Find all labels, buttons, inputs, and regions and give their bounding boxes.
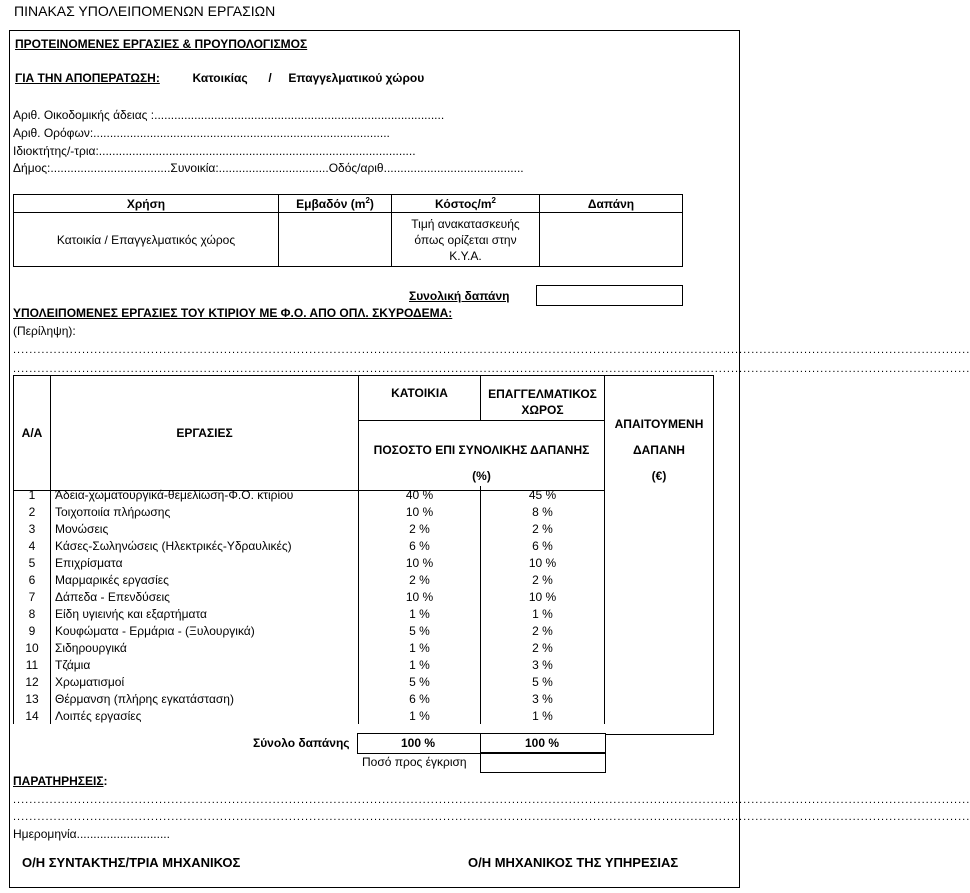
header-use: Χρήση xyxy=(14,195,279,213)
header-expense: Δαπάνη xyxy=(540,195,683,213)
percent-unit: (%) xyxy=(472,469,491,483)
task-name: Μονώσεις xyxy=(51,520,359,537)
task-professional-percent: 3 % xyxy=(481,690,605,707)
total-house: 100 % xyxy=(400,736,436,750)
tasks-header-row-1 xyxy=(14,376,605,421)
task-professional-percent: 1 % xyxy=(481,707,605,724)
remarks-label: ΠΑΡΑΤΗΡΗΣΕΙΣ xyxy=(13,774,104,788)
task-number: 5 xyxy=(14,554,51,571)
cell-cost: Τιμή ανακατασκευής όπως ορίζεται στην Κ.Υ.Α. xyxy=(392,213,540,267)
approval-label: Ποσό προς έγκριση xyxy=(362,755,467,769)
task-professional-percent: 10 % xyxy=(481,588,605,605)
task-professional-percent: 2 % xyxy=(481,622,605,639)
task-name: Λοιπές εργασίες xyxy=(51,707,359,724)
total-expense-label: Συνολική δαπάνη xyxy=(409,289,510,303)
task-name: Δάπεδα - Επενδύσεις xyxy=(51,588,359,605)
task-professional-percent: 5 % xyxy=(481,673,605,690)
option-separator: / xyxy=(268,71,272,85)
task-house-percent: 6 % xyxy=(359,690,481,707)
task-number: 8 xyxy=(14,605,51,622)
total-label: Σύνολο δαπάνης xyxy=(253,736,350,750)
use-table-row xyxy=(14,213,683,267)
use-table xyxy=(13,194,683,267)
task-number: 10 xyxy=(14,639,51,656)
tasks-table xyxy=(13,375,605,491)
cell-expense xyxy=(540,213,683,267)
signature-service: Ο/Η ΜΗΧΑΝΙΚΟΣ ΤΗΣ ΥΠΗΡΕΣΙΑΣ xyxy=(468,855,679,870)
task-name: Χρωματισμοί xyxy=(51,673,359,690)
task-number: 12 xyxy=(14,673,51,690)
task-professional-percent: 6 % xyxy=(481,537,605,554)
required-line-3: (€) xyxy=(651,469,667,483)
task-number: 1 xyxy=(14,486,51,503)
task-house-percent: 2 % xyxy=(359,520,481,537)
task-house-percent: 40 % xyxy=(359,486,481,503)
table-row xyxy=(14,605,605,622)
total-professional: 100 % xyxy=(524,736,560,750)
table-row xyxy=(14,622,605,639)
task-name: Θέρμανση (πλήρης εγκατάσταση) xyxy=(51,690,359,707)
completion-label: ΓΙΑ ΤΗΝ ΑΠΟΠΕΡΑΤΩΣΗ: xyxy=(15,71,160,85)
task-professional-percent: 3 % xyxy=(481,656,605,673)
percent-header-text: ΠΟΣΟΣΤΟ ΕΠΙ ΣΥΝΟΛΙΚΗΣ ΔΑΠΑΝΗΣ xyxy=(373,443,590,457)
task-name: Σιδηρουργικά xyxy=(51,639,359,656)
completion-row xyxy=(15,71,424,85)
task-number: 2 xyxy=(14,503,51,520)
header-house: ΚΑΤΟΙΚΙΑ xyxy=(359,376,481,421)
total-expense-box xyxy=(536,285,683,306)
task-name: Κουφώματα - Ερμάρια - (Ξυλουργικά) xyxy=(51,622,359,639)
permit-field: Αριθ. Οικοδομικής άδειας :....................................................................................... xyxy=(13,108,445,122)
table-row xyxy=(14,520,605,537)
task-number: 13 xyxy=(14,690,51,707)
cell-use: Κατοικία / Επαγγελματικός χώρος xyxy=(14,213,279,267)
task-name: Μαρμαρικές εργασίες xyxy=(51,571,359,588)
table-row xyxy=(14,503,605,520)
task-number: 4 xyxy=(14,537,51,554)
table-row xyxy=(14,639,605,656)
task-number: 7 xyxy=(14,588,51,605)
task-name: Τοιχοποιία πλήρωσης xyxy=(51,503,359,520)
municipality-field: Δήμος:....................................Συνοικία:.................................Οδός/αριθ.......................................... xyxy=(13,161,524,175)
task-house-percent: 1 % xyxy=(359,605,481,622)
table-row xyxy=(14,571,605,588)
percent-header xyxy=(359,421,605,491)
signature-author: Ο/Η ΣΥΝΤΑΚΤΗΣ/ΤΡΙΑ ΜΗΧΑΝΙΚΟΣ xyxy=(22,855,241,870)
task-house-percent: 1 % xyxy=(359,639,481,656)
remarks-colon: : xyxy=(103,774,108,788)
required-line-1: ΑΠΑΙΤΟΥΜΕΝΗ xyxy=(614,417,704,431)
task-name: Είδη υγιεινής και εξαρτήματα xyxy=(51,605,359,622)
task-name: Άδεια-χωματουργικά-θεμελίωση-Φ.Ο. κτιρίου xyxy=(51,486,359,503)
remarks-line-1: ............................................................................................................................................................................................................................................ xyxy=(13,794,970,806)
task-name: Κάσες-Σωληνώσεις (Ηλεκτρικές-Υδραυλικές) xyxy=(51,537,359,554)
date-field: Ημερομηνία............................ xyxy=(13,827,170,841)
table-row xyxy=(14,656,605,673)
summary-line-2: ............................................................................................................................................................................................................................................ xyxy=(13,363,970,375)
task-professional-percent: 2 % xyxy=(481,639,605,656)
task-number: 9 xyxy=(14,622,51,639)
task-house-percent: 5 % xyxy=(359,622,481,639)
table-row xyxy=(14,673,605,690)
required-line-2: ΔΑΠΑΝΗ xyxy=(633,443,685,457)
task-number: 11 xyxy=(14,656,51,673)
owner-field: Ιδιοκτήτης/-τρια:............................................................................................... xyxy=(13,144,416,158)
header-aa: Α/Α xyxy=(14,376,51,491)
task-house-percent: 6 % xyxy=(359,537,481,554)
task-number: 3 xyxy=(14,520,51,537)
task-professional-percent: 10 % xyxy=(481,554,605,571)
page-title: ΠΙΝΑΚΑΣ ΥΠΟΛΕΙΠΟΜΕΝΩΝ ΕΡΓΑΣΙΩΝ xyxy=(14,3,276,19)
approval-box xyxy=(480,752,606,773)
floors-field: Αριθ. Ορόφων:......................................................................................... xyxy=(13,126,390,140)
header-tasks: ΕΡΓΑΣΙΕΣ xyxy=(51,376,359,491)
task-house-percent: 10 % xyxy=(359,554,481,571)
table-row xyxy=(14,537,605,554)
table-row xyxy=(14,486,605,503)
task-name: Τζάμια xyxy=(51,656,359,673)
task-professional-percent: 2 % xyxy=(481,520,605,537)
summary-label: (Περίληψη): xyxy=(13,324,76,338)
task-number: 6 xyxy=(14,571,51,588)
task-professional-percent: 1 % xyxy=(481,605,605,622)
table-row xyxy=(14,588,605,605)
header-cost: Κόστος/$m^2$ xyxy=(392,195,540,213)
task-rows xyxy=(13,486,605,724)
header-professional: ΕΠΑΓΓΕΛΜΑΤΙΚΟΣ ΧΩΡΟΣ xyxy=(481,376,605,421)
task-house-percent: 5 % xyxy=(359,673,481,690)
header-required xyxy=(605,411,713,489)
option-professional: Επαγγελματικού χώρου xyxy=(288,71,425,85)
task-house-percent: 1 % xyxy=(359,707,481,724)
task-professional-percent: 8 % xyxy=(481,503,605,520)
remaining-heading: ΥΠΟΛΕΙΠΟΜΕΝΕΣ ΕΡΓΑΣΙΕΣ ΤΟΥ ΚΤΙΡΙΟΥ ΜΕ Φ.Ο. ΑΠΟ ΟΠΛ. ΣΚΥΡΟΔΕΜΑ: xyxy=(13,306,453,320)
task-professional-percent: 2 % xyxy=(481,571,605,588)
task-house-percent: 2 % xyxy=(359,571,481,588)
task-professional-percent: 45 % xyxy=(481,486,605,503)
table-row xyxy=(14,690,605,707)
header-area: Εμβαδόν $(m^2)$ xyxy=(279,195,392,213)
task-number: 14 xyxy=(14,707,51,724)
remarks-heading xyxy=(13,774,108,788)
section-heading: ΠΡΟΤΕΙΝΟΜΕΝΕΣ ΕΡΓΑΣΙΕΣ & ΠΡΟΥΠΟΛΟΓΙΣΜΟΣ xyxy=(15,37,308,51)
table-row xyxy=(14,554,605,571)
table-row xyxy=(14,707,605,724)
task-house-percent: 10 % xyxy=(359,588,481,605)
cell-area xyxy=(279,213,392,267)
task-name: Επιχρίσματα xyxy=(51,554,359,571)
option-house: Κατοικίας xyxy=(192,71,248,85)
summary-line-1: ............................................................................................................................................................................................................................................ xyxy=(13,344,970,356)
task-house-percent: 1 % xyxy=(359,656,481,673)
use-table-header-row xyxy=(14,195,683,213)
task-house-percent: 10 % xyxy=(359,503,481,520)
remarks-line-2: ............................................................................................................................................................................................................................................ xyxy=(13,811,970,823)
